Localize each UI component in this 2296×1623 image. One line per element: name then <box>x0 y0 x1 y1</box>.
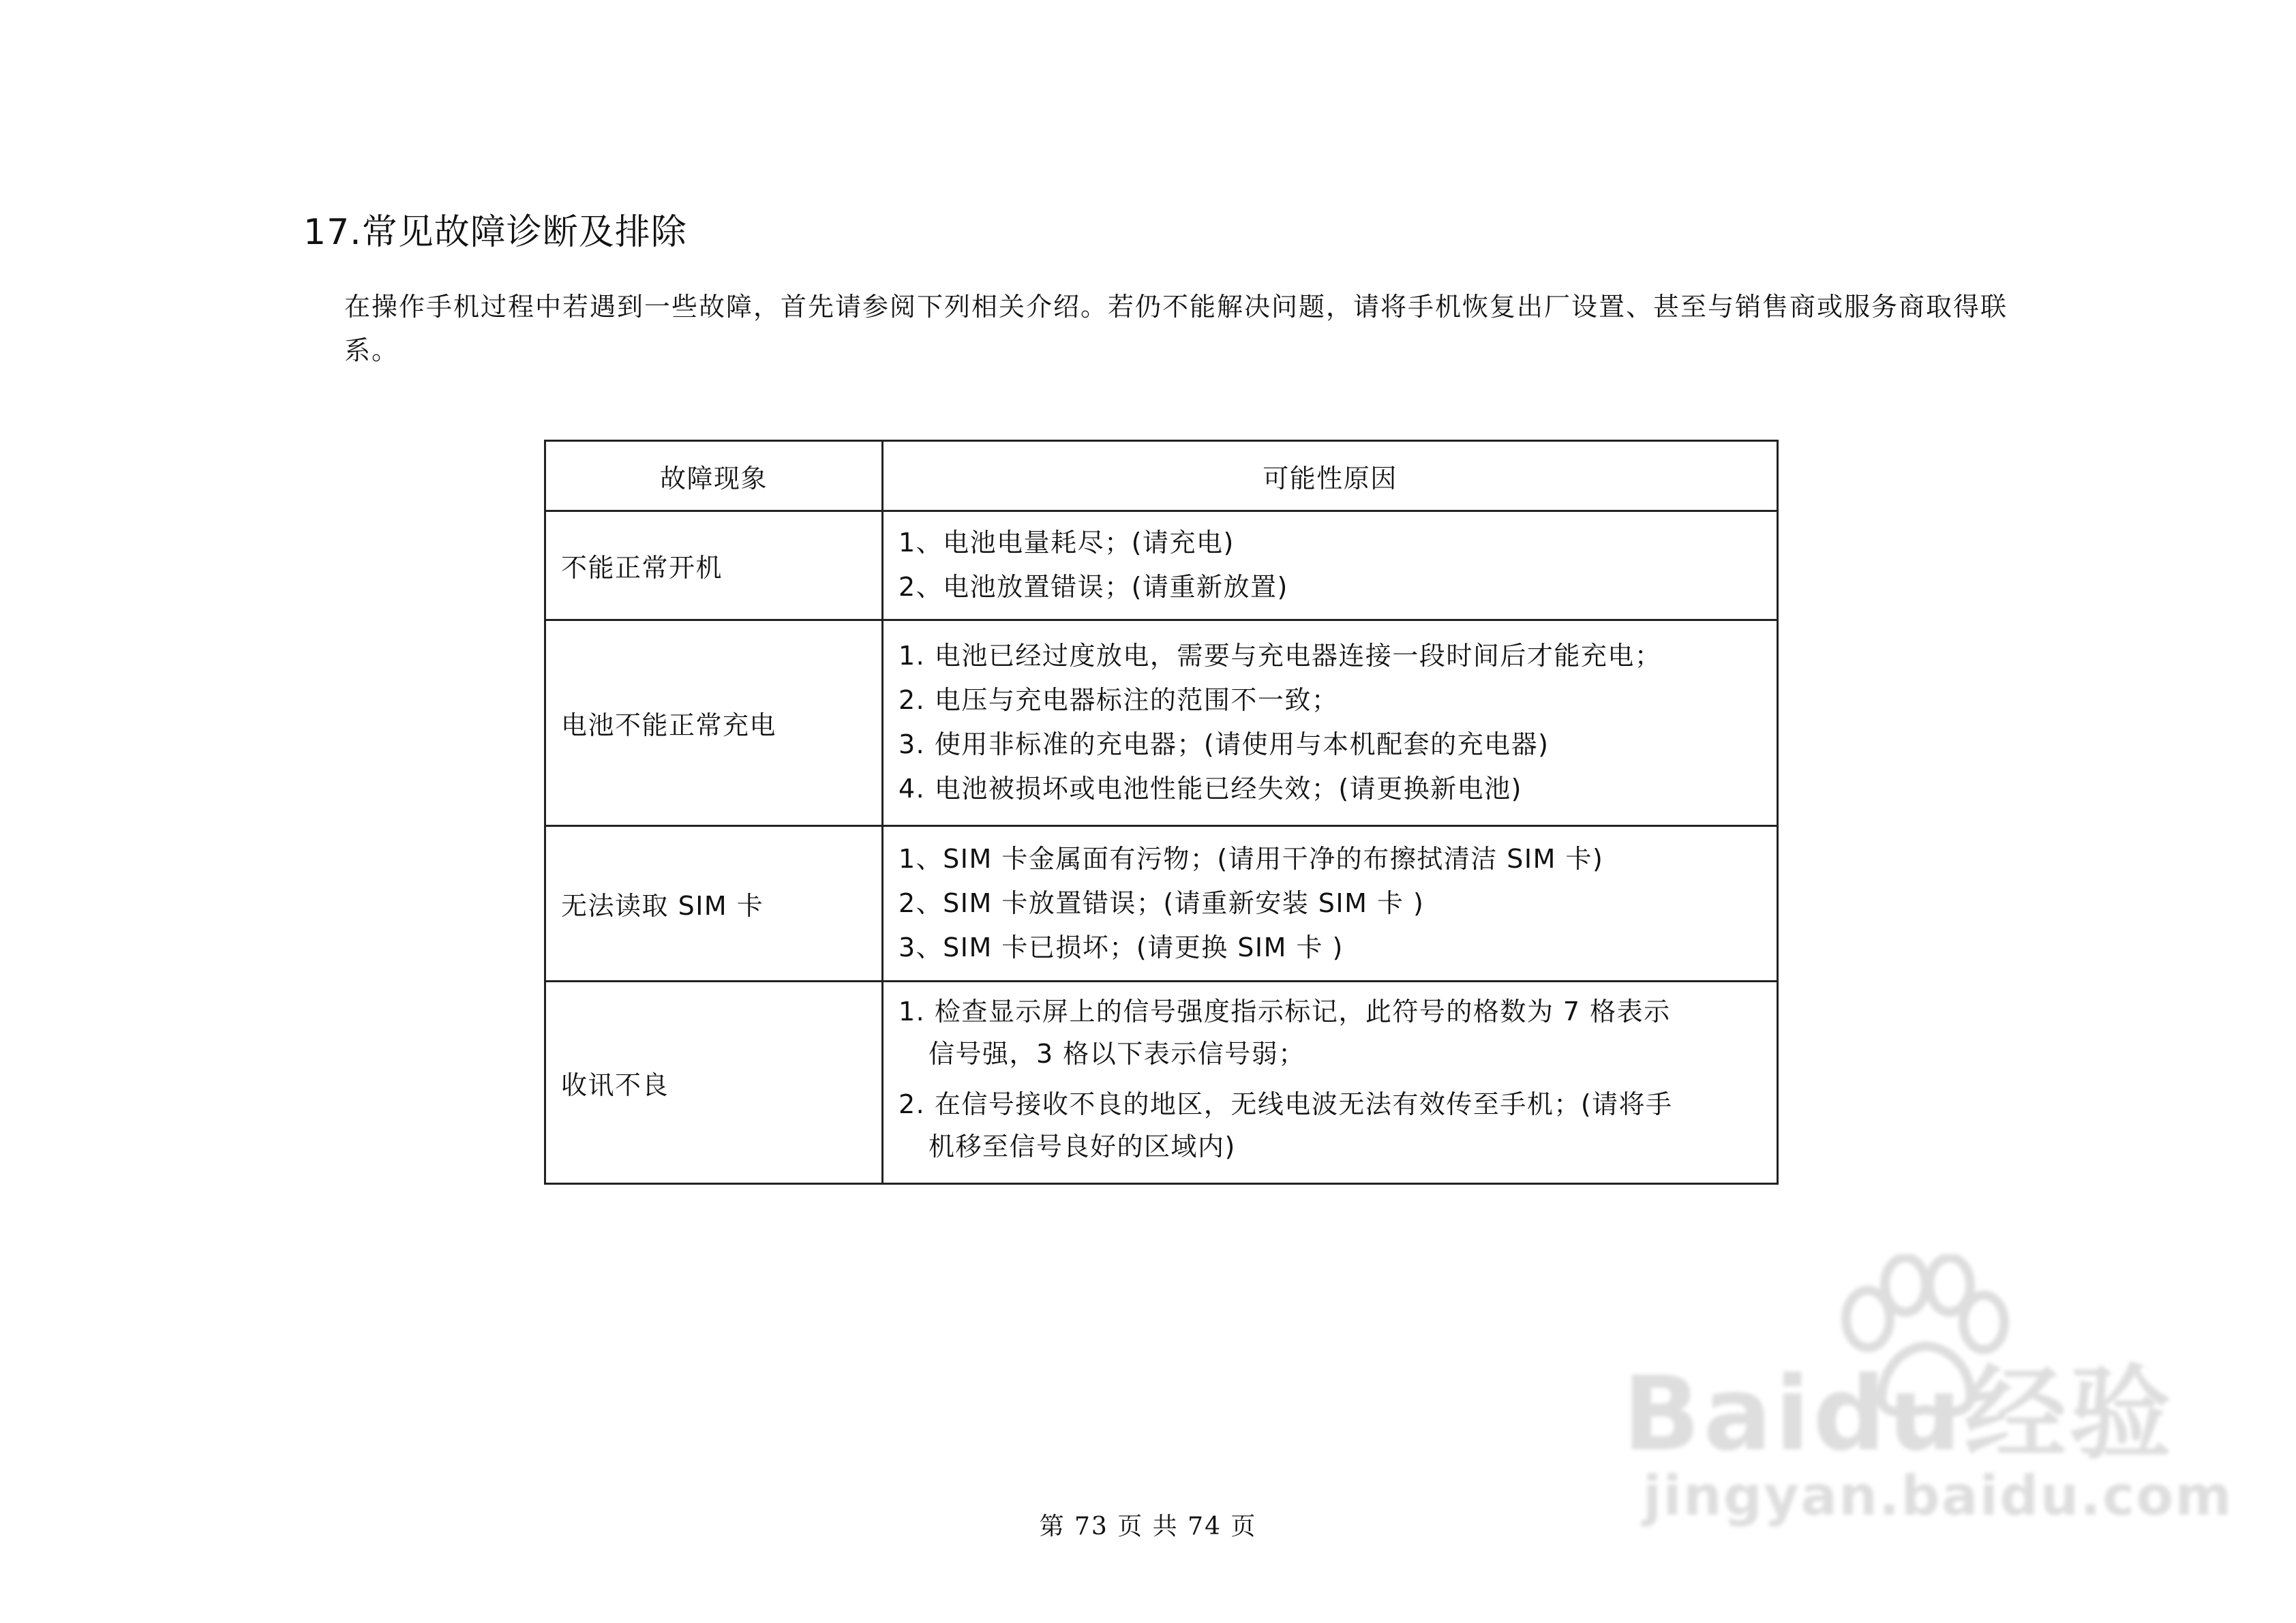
cause-list <box>898 990 1762 1168</box>
cause-list <box>898 840 1762 967</box>
cause-item <box>898 1083 1762 1168</box>
cause-list <box>898 524 1762 606</box>
header-cause: 可能性原因 <box>883 441 1778 511</box>
cause-item: 1. 电池已经过度放电，需要与充电器连接一段时间后才能充电； <box>898 641 1662 671</box>
causes-cell <box>883 511 1778 620</box>
cause-item: 2、SIM 卡放置错误；(请重新安装 SIM 卡 ) <box>898 888 1425 918</box>
intro-paragraph: 在操作手机过程中若遇到一些故障，首先请参阅下列相关介绍。若仍不能解决问题，请将手机恢复出厂设置、甚至与销售商或服务商取得联系。 <box>344 292 2008 365</box>
cause-item: 3、SIM 卡已损坏；(请更换 SIM 卡 ) <box>898 932 1344 962</box>
cause-item: 3. 使用非标准的充电器；(请使用与本机配套的充电器) <box>898 729 1550 759</box>
cause-item: 1、SIM 卡金属面有污物；(请用干净的布擦拭清洁 SIM 卡) <box>898 843 1604 874</box>
symptom-cell: 无法读取 SIM 卡 <box>545 826 883 982</box>
causes-cell <box>883 982 1778 1184</box>
table-row <box>545 826 1778 982</box>
symptom-cell: 收讯不良 <box>545 982 883 1184</box>
table-header-row <box>545 441 1778 511</box>
cause-line: 1. 检查显示屏上的信号强度指示标记，此符号的格数为 7 格表示 <box>898 997 1671 1027</box>
section-title: 17.常见故障诊断及排除 <box>303 212 687 253</box>
cause-item: 2. 电压与充电器标注的范围不一致； <box>898 685 1339 715</box>
table-row <box>545 982 1778 1184</box>
symptom-cell: 电池不能正常充电 <box>545 620 883 826</box>
watermark-brand: Baidu经验 <box>1622 1355 2175 1474</box>
cause-item <box>898 990 1762 1075</box>
cause-line-continued: 机移至信号良好的区域内) <box>928 1132 1236 1162</box>
table-row <box>545 620 1778 826</box>
symptom-cell: 不能正常开机 <box>545 511 883 620</box>
causes-cell <box>883 620 1778 826</box>
cause-line-continued: 信号强，3 格以下表示信号弱； <box>928 1039 1305 1069</box>
fault-table <box>544 440 1779 1185</box>
watermark-url: jingyan.baidu.com <box>1643 1464 2233 1528</box>
watermark <box>1622 1241 2233 1541</box>
causes-cell <box>883 826 1778 982</box>
cause-line: 2. 在信号接收不良的地区，无线电波无法有效传至手机；(请将手 <box>898 1089 1673 1119</box>
table-row <box>545 511 1778 620</box>
cause-item: 4. 电池被损坏或电池性能已经失效；(请更换新电池) <box>898 774 1522 804</box>
header-symptom: 故障现象 <box>545 441 883 511</box>
cause-list <box>898 637 1762 808</box>
cause-item: 1、电池电量耗尽；(请充电) <box>898 528 1235 558</box>
cause-item: 2、电池放置错误；(请重新放置) <box>898 572 1288 602</box>
page-footer: 第 73 页 共 74 页 <box>1039 1513 1257 1541</box>
